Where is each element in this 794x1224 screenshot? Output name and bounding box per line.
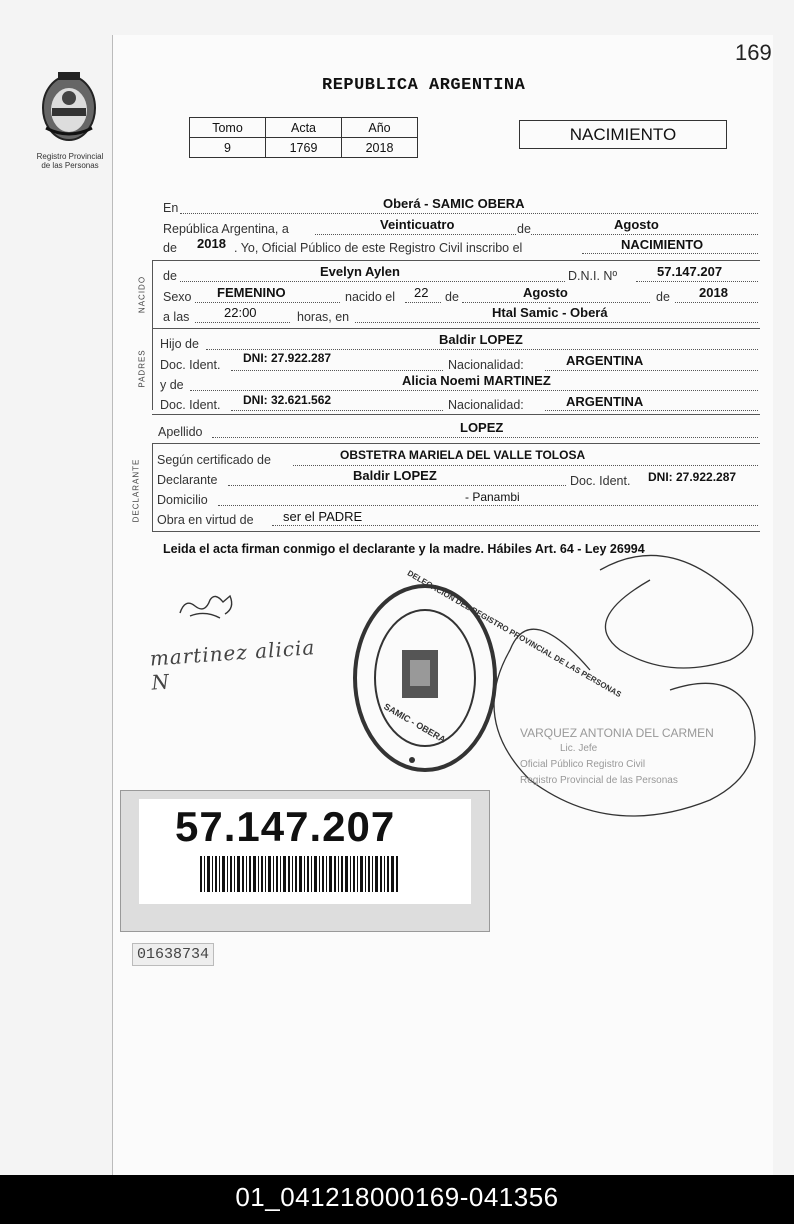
- dni-nacido: 57.147.207: [657, 264, 723, 279]
- barcode-icon: [200, 856, 400, 892]
- page-number: 169: [735, 40, 772, 65]
- dotted-line: [405, 302, 441, 303]
- value-acta: 1769: [266, 138, 342, 158]
- dotted-line: [293, 465, 758, 466]
- dotted-line: [675, 302, 758, 303]
- mes-value: Agosto: [523, 285, 568, 300]
- header-tomo: Tomo: [190, 118, 266, 138]
- de-label: de: [517, 222, 531, 236]
- horas-label: horas, en: [297, 310, 350, 324]
- footer-filename: 01_041218000169-041356: [0, 1175, 794, 1224]
- section-bar: [152, 260, 153, 328]
- padre-nombre: Baldir LOPEZ: [439, 332, 523, 347]
- domicilio-value: - Panambi: [465, 490, 520, 504]
- header-acta: Acta: [266, 118, 342, 138]
- de-label: de: [163, 269, 177, 283]
- doc-ident-label: Doc. Ident.: [160, 398, 221, 412]
- section-divider: [152, 531, 760, 532]
- doc-ident-label: Doc. Ident.: [160, 358, 221, 372]
- dotted-line: [206, 349, 758, 350]
- section-divider: [152, 328, 760, 329]
- padre-nacionalidad: ARGENTINA: [566, 353, 644, 368]
- de-label: de: [656, 290, 670, 304]
- section-bar: [152, 443, 153, 531]
- dotted-line: [582, 253, 758, 254]
- yo-label: . Yo, Oficial Público de este Registro Civil inscribo el: [234, 241, 523, 255]
- madre-nacionalidad: ARGENTINA: [566, 394, 644, 409]
- provincial-seal-logo: [38, 68, 100, 144]
- oficial-name: VARQUEZ ANTONIA DEL CARMEN: [520, 726, 714, 740]
- madre-dni: DNI: 32.621.562: [243, 393, 332, 407]
- mes-value: Agosto: [614, 217, 659, 232]
- declarante-label: Declarante: [157, 473, 218, 487]
- hora-value: 22:00: [224, 305, 257, 320]
- sexo-value: FEMENINO: [217, 285, 286, 300]
- madre-nombre: Alicia Noemi MARTINEZ: [402, 373, 551, 388]
- anio-value: 2018: [197, 236, 226, 251]
- tipo-value: NACIMIENTO: [621, 237, 704, 252]
- section-bar: [152, 328, 153, 410]
- anio-nacido: 2018: [699, 285, 728, 300]
- alas-label: a las: [163, 310, 190, 324]
- madre-signature: martinez alicia N: [149, 635, 317, 695]
- obra-value: ser el PADRE: [283, 509, 363, 524]
- sexo-label: Sexo: [163, 290, 192, 304]
- padres-section-label: PADRES: [137, 349, 147, 388]
- republica-label: República Argentina, a: [163, 222, 289, 236]
- dotted-line: [212, 437, 758, 438]
- hijo-label: Hijo de: [160, 337, 199, 351]
- oficial-title: Lic. Jefe: [560, 743, 598, 754]
- oficial-org: Registro Provincial de las Personas: [520, 775, 678, 786]
- nacido-section-label: NACIDO: [137, 275, 147, 314]
- declarante-section-label: DECLARANTE: [131, 458, 141, 523]
- de-label: de: [445, 290, 459, 304]
- registro-line1: Registro Provincial: [36, 152, 104, 161]
- dotted-line: [636, 281, 758, 282]
- value-anio: 2018: [342, 138, 418, 158]
- registro-provincial-label: [20, 152, 120, 170]
- dotted-line: [231, 370, 443, 371]
- oficial-stamp-text: [520, 725, 730, 789]
- section-divider: [152, 443, 760, 444]
- acta-type-box: NACIMIENTO: [519, 120, 727, 149]
- nacionalidad-label: Nacionalidad:: [448, 398, 524, 412]
- en-label: En: [163, 201, 179, 215]
- dotted-line: [315, 234, 758, 235]
- doc-ident-label: Doc. Ident.: [570, 474, 631, 488]
- padre-dni: DNI: 27.922.287: [243, 351, 332, 365]
- domicilio-label: Domicilio: [157, 493, 208, 507]
- header-anio: Año: [342, 118, 418, 138]
- dia-texto-value: Veinticuatro: [380, 217, 455, 232]
- dotted-line: [180, 281, 565, 282]
- dotted-line: [195, 322, 290, 323]
- dotted-line: [231, 410, 443, 411]
- dia-value: 22: [414, 285, 429, 300]
- obra-label: Obra en virtud de: [157, 513, 254, 527]
- stamp-inner-text: SAMIC - OBERA: [382, 701, 448, 745]
- nacido-el-label: nacido el: [345, 290, 396, 304]
- document-title: REPUBLICA ARGENTINA: [322, 76, 526, 95]
- tomo-acta-table: [189, 117, 418, 158]
- dotted-line: [218, 505, 758, 506]
- apellido-value: LOPEZ: [460, 420, 504, 435]
- registro-line2: de las Personas: [41, 161, 99, 170]
- dotted-line: [228, 485, 566, 486]
- declarante-dni: DNI: 27.922.287: [648, 470, 737, 484]
- dotted-line: [190, 390, 758, 391]
- value-tomo: 9: [190, 138, 266, 158]
- certificado-value: OBSTETRA MARIELA DEL VALLE TOLOSA: [340, 448, 586, 462]
- certificado-label: Según certificado de: [157, 453, 271, 467]
- label-dni-number: 57.147.207: [175, 803, 396, 850]
- dotted-line: [272, 525, 758, 526]
- yde-label: y de: [160, 378, 184, 392]
- oficial-signature: [470, 540, 770, 840]
- nacionalidad-label: Nacionalidad:: [448, 358, 524, 372]
- lugar-value: Oberá - SAMIC OBERA: [383, 196, 525, 211]
- declarante-signature: [175, 588, 250, 623]
- section-divider: [152, 414, 760, 415]
- lugar-nacimiento: Htal Samic - Oberá: [492, 305, 608, 320]
- dotted-line: [462, 302, 650, 303]
- serial-number: 01638734: [132, 943, 214, 966]
- declarante-nombre: Baldir LOPEZ: [353, 468, 437, 483]
- de2-label: de: [163, 241, 177, 255]
- leyenda-text: Leida el acta firman conmigo el declarante y la madre. Hábiles Art. 64 - Ley 26994: [163, 542, 645, 556]
- dotted-line: [355, 322, 758, 323]
- apellido-label: Apellido: [158, 425, 203, 439]
- dotted-line: [180, 213, 758, 214]
- section-divider: [152, 260, 760, 261]
- dni-label: D.N.I. Nº: [568, 269, 618, 283]
- nombre-nacido: Evelyn Aylen: [320, 264, 400, 279]
- dotted-line: [195, 302, 340, 303]
- oficial-role: Oficial Público Registro Civil: [520, 759, 646, 770]
- dotted-line: [545, 370, 758, 371]
- dotted-line: [545, 410, 758, 411]
